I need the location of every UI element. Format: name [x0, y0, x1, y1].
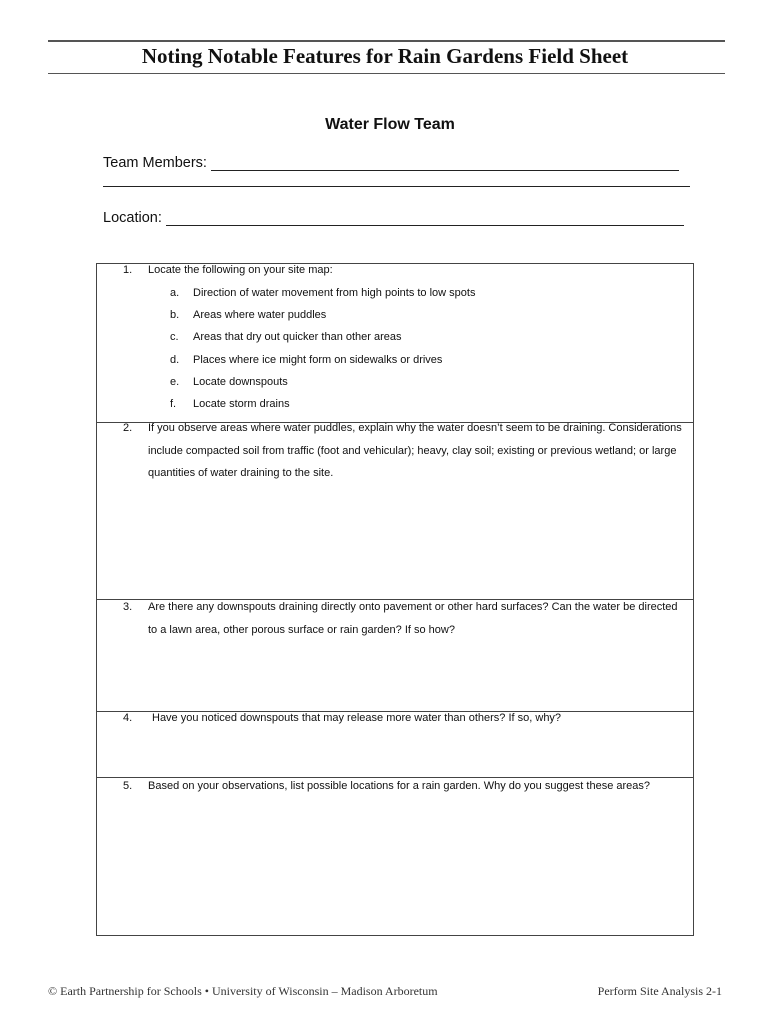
team-members-line-2[interactable] [103, 186, 690, 187]
list-item-letter: b. [170, 309, 180, 321]
list-item-letter: c. [170, 331, 179, 343]
team-members-field[interactable] [103, 155, 679, 171]
location-line[interactable] [166, 213, 684, 226]
list-item-letter: d. [170, 354, 180, 366]
question-text: If you observe areas where water puddles, explain why the water doesn’t seem to be draining. Considerations include compacted soil from traffic (foot and vehicular); heavy, clay soil; existing or previous wetland; or large quantities of water draining to the site. [148, 422, 682, 479]
footer-page-label: Perform Site Analysis 2-1 [597, 984, 722, 998]
question-box-5[interactable] [96, 777, 694, 936]
list-item-letter: e. [170, 376, 180, 388]
question-number: 2. [123, 422, 133, 434]
page-title: Noting Notable Features for Rain Gardens Field Sheet [141, 44, 629, 68]
question-text: Are there any downspouts draining directly onto pavement or other hard surfaces? Can the water be directed to a lawn area, other porous surface or rain garden? If so how? [148, 601, 678, 636]
question-text: Locate the following on your site map: [148, 264, 333, 276]
header-top-rule [48, 40, 725, 42]
team-heading: Water Flow Team [325, 116, 455, 133]
location-label: Location: [103, 210, 162, 226]
question-text: Based on your observations, list possible locations for a rain garden. Why do you suggest these areas? [148, 780, 651, 792]
team-members-line[interactable] [211, 158, 679, 171]
question-number: 4. [123, 712, 133, 724]
question-number: 1. [123, 264, 133, 276]
team-members-label: Team Members: [103, 155, 207, 171]
list-item-text: Locate storm drains [193, 398, 290, 410]
list-item-letter: a. [170, 287, 180, 299]
question-text: Have you noticed downspouts that may release more water than others? If so, why? [152, 712, 562, 724]
header-bottom-rule [48, 73, 725, 74]
list-item-text: Areas that dry out quicker than other areas [193, 331, 402, 343]
location-field[interactable] [103, 210, 684, 226]
list-item-text: Locate downspouts [193, 376, 288, 388]
list-item-text: Areas where water puddles [193, 309, 327, 321]
list-item-text: Direction of water movement from high points to low spots [193, 287, 476, 299]
list-item-letter: f. [170, 398, 177, 410]
footer-credit: © Earth Partnership for Schools • University of Wisconsin – Madison Arboretum [48, 984, 438, 998]
question-number: 3. [123, 601, 133, 613]
question-number: 5. [123, 780, 133, 792]
list-item-text: Places where ice might form on sidewalks or drives [193, 354, 443, 366]
